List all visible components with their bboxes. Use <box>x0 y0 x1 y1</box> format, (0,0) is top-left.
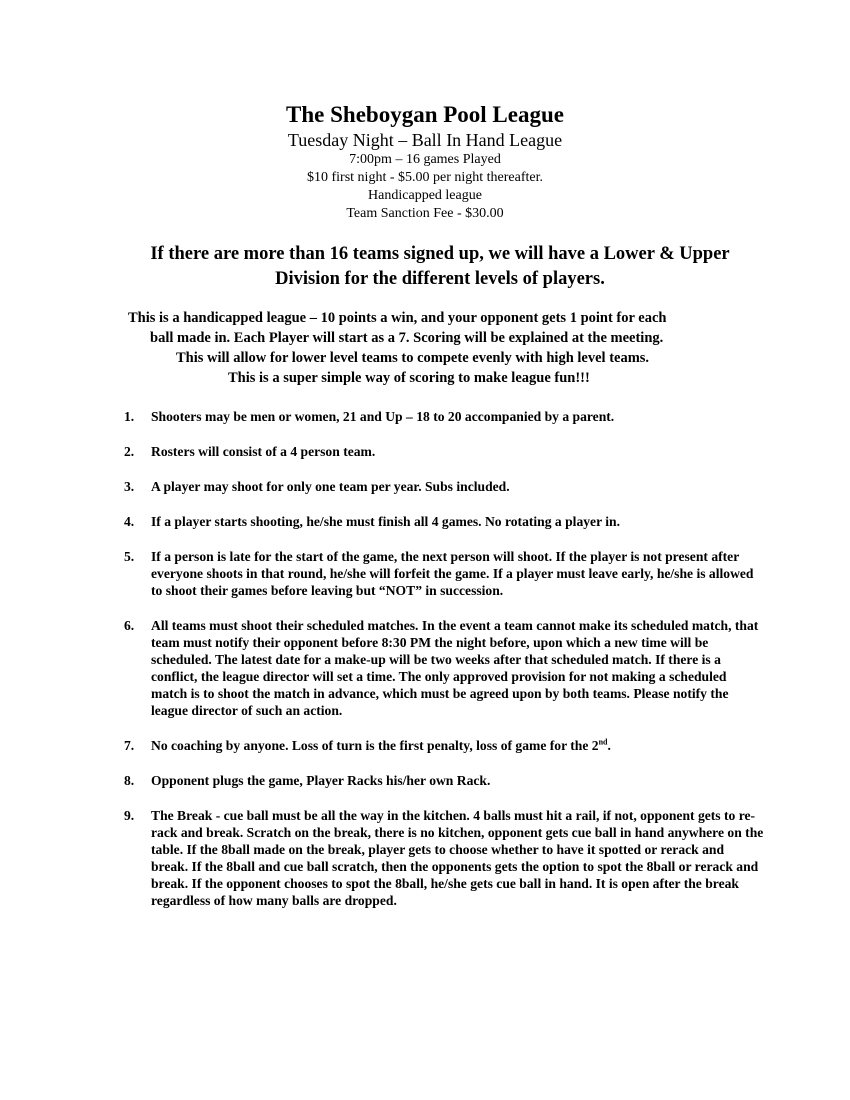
rule-item <box>124 478 764 495</box>
rule-item <box>124 408 764 425</box>
rule-number: 2. <box>124 444 135 459</box>
handicap-info-line: This is a handicapped league – 10 points a win, and your opponent gets 1 point for each <box>128 310 667 326</box>
rule-text: If a person is late for the start of the game, the next person will shoot. If the player is not present after everyone shoots in that round, he/she will forfeit the game. If a player must leave early, he/she is allowed to shoot their games before leaving but “NOT” in succession. <box>151 549 754 598</box>
rule-item <box>124 772 764 789</box>
league-type-line: Handicapped league <box>368 188 482 203</box>
division-notice <box>120 242 760 292</box>
rule-text: Rosters will consist of a 4 person team. <box>151 444 376 459</box>
fee-line: $10 first night - $5.00 per night thereafter. <box>307 170 543 185</box>
handicap-info <box>120 308 760 388</box>
rule-text: If a player starts shooting, he/she must finish all 4 games. No rotating a player in. <box>151 514 621 529</box>
division-notice-line: Division for the different levels of players. <box>275 269 605 289</box>
rule-text: Shooters may be men or women, 21 and Up – 18 to 20 accompanied by a parent. <box>151 409 615 424</box>
sanction-fee-line: Team Sanction Fee - $30.00 <box>346 206 504 221</box>
rule-text-main: No coaching by anyone. Loss of turn is the first penalty, loss of game for the 2 <box>151 738 599 753</box>
handicap-info-line: ball made in. Each Player will start as a 7. Scoring will be explained at the meeting. <box>150 330 664 346</box>
schedule-line: 7:00pm – 16 games Played <box>349 152 501 167</box>
ordinal-suffix: nd <box>598 737 608 747</box>
rule-number: 4. <box>124 514 135 529</box>
rule-number: 8. <box>124 773 135 788</box>
rule-text: Opponent plugs the game, Player Racks his/her own Rack. <box>151 773 491 788</box>
rule-item <box>124 807 764 909</box>
rule-number: 6. <box>124 618 135 633</box>
rule-number: 9. <box>124 808 135 823</box>
rule-item <box>124 737 764 754</box>
rule-text <box>151 737 764 754</box>
rule-item <box>124 548 764 599</box>
rule-item <box>124 513 764 530</box>
rule-number: 5. <box>124 549 135 564</box>
rule-number: 7. <box>124 738 135 753</box>
rules-list <box>124 408 764 927</box>
page-title: The Sheboygan Pool League <box>286 102 564 127</box>
rule-text: A player may shoot for only one team per year. Subs included. <box>151 479 510 494</box>
rule-number: 1. <box>124 409 135 424</box>
division-notice-line: If there are more than 16 teams signed up, we will have a Lower & Upper <box>150 244 730 264</box>
rule-text-end: . <box>607 738 611 753</box>
handicap-info-line: This will allow for lower level teams to compete evenly with high level teams. <box>176 350 650 366</box>
rule-text: The Break - cue ball must be all the way in the kitchen. 4 balls must hit a rail, if not, opponent gets to re-rack and break. Scratch on the break, there is no kitchen, opponent gets cue ball in hand anywhere on the table. If the 8ball made on the break, player gets to choose whether to have it spotted or rerack and break. If the 8ball and cue ball scratch, then the opponents gets the option to spot the 8ball or rerack and break. If the opponent chooses to spot the 8ball, he/she gets cue ball in hand. It is open after the break regardless of how many balls are dropped. <box>151 808 764 908</box>
document-header <box>0 100 850 223</box>
rule-number: 3. <box>124 479 135 494</box>
rule-item <box>124 617 764 719</box>
rule-text: All teams must shoot their scheduled matches. In the event a team cannot make its scheduled match, that team must notify their opponent before 8:30 PM the night before, upon which a new time will be scheduled. The latest date for a make-up will be two weeks after that scheduled match. If there is a conflict, the league director will set a time. The only approved provision for not making a scheduled match is to shoot the match in advance, which must be agreed upon by both teams. Please notify the league director of such an action. <box>151 618 759 718</box>
rule-item <box>124 443 764 460</box>
page-subtitle: Tuesday Night – Ball In Hand League <box>287 130 563 150</box>
handicap-info-line: This is a super simple way of scoring to make league fun!!! <box>228 370 590 386</box>
